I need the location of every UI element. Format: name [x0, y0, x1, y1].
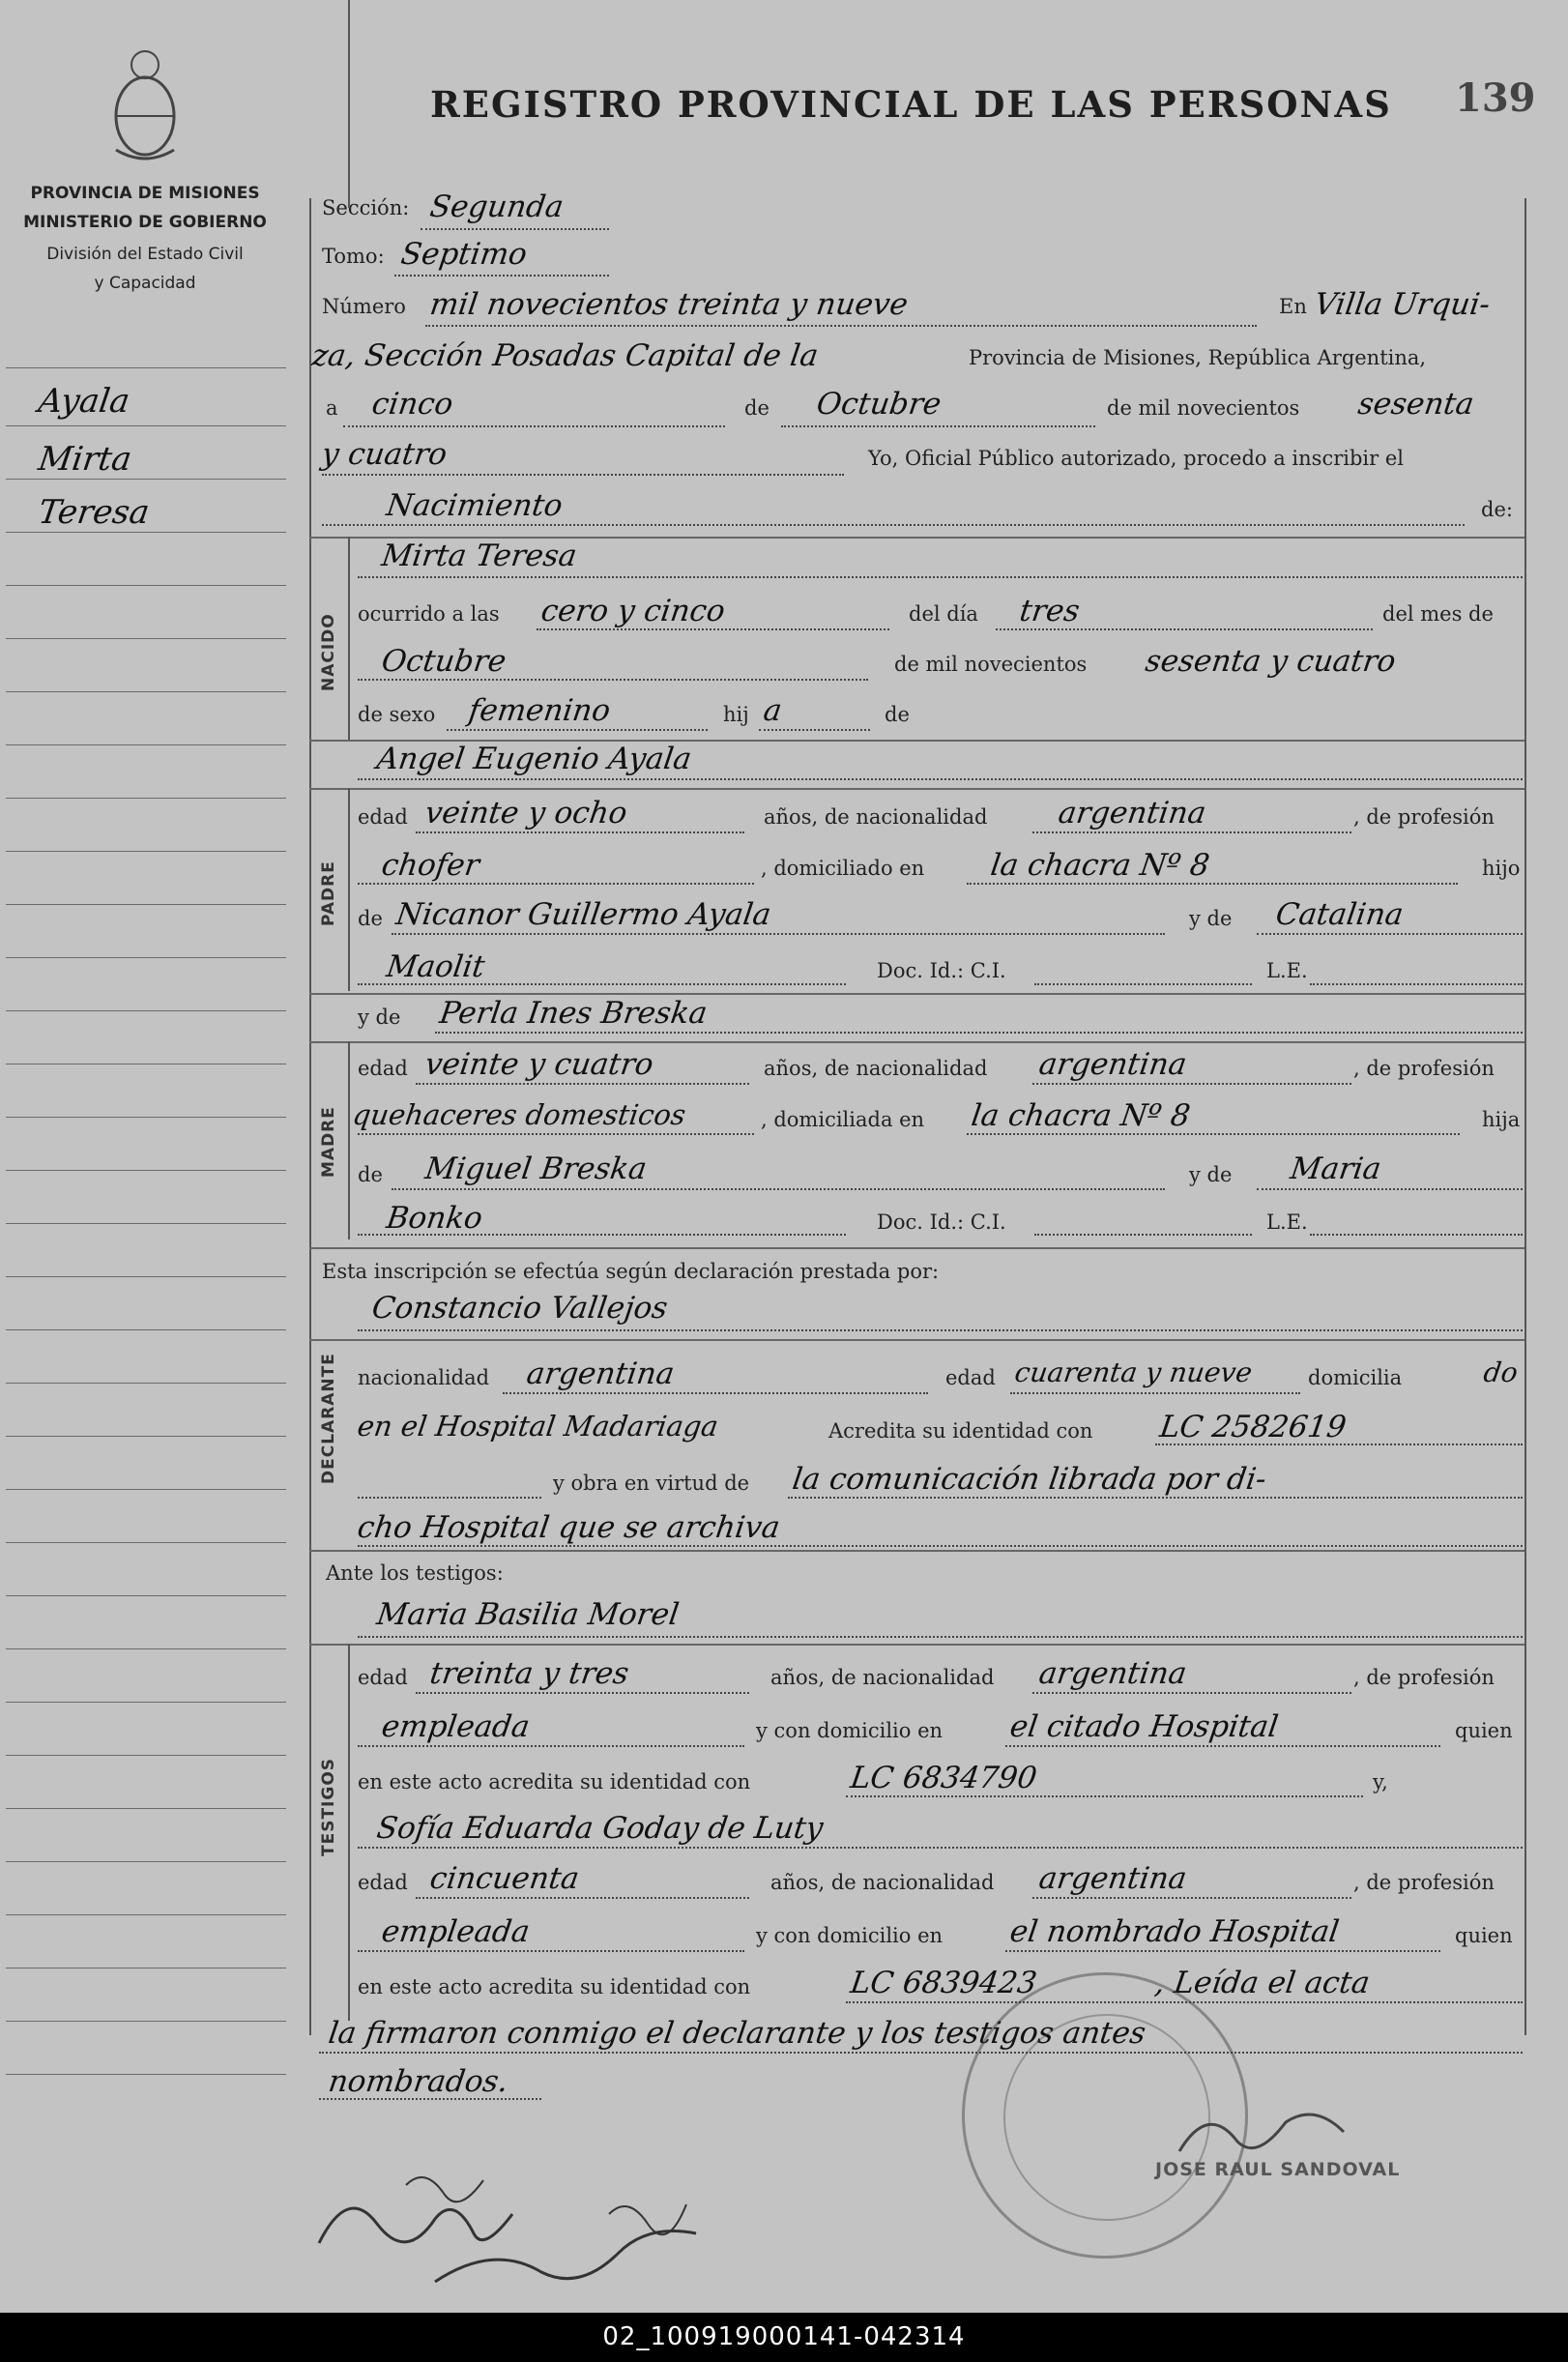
numero-value: mil novecientos treinta y nueve	[427, 287, 911, 322]
testigo1-quien-label: quien	[1455, 1719, 1513, 1742]
declarante-obra-line1: la comunicación librada por di-	[790, 1462, 1269, 1497]
testigo1-edad-label: edad	[358, 1666, 408, 1689]
margin-second-name: Teresa	[36, 493, 153, 532]
acto-de-label: de:	[1481, 498, 1513, 521]
declarante-domicilio-value: en el Hospital Madariaga	[355, 1410, 721, 1443]
coat-of-arms-icon	[97, 44, 193, 169]
numero-label: Número	[322, 295, 406, 318]
official-name: JOSE RAUL SANDOVAL	[1155, 2159, 1401, 2180]
padre-doc-label: Doc. Id.: C.I.	[877, 959, 1006, 982]
dia-value: cinco	[369, 387, 455, 422]
testigo2-profesion-label: , de profesión	[1353, 1871, 1495, 1894]
declarante-edad-label: edad	[945, 1366, 996, 1389]
madre-madre-value-2: Bonko	[384, 1201, 485, 1236]
section-madre-label: MADRE	[319, 1106, 338, 1178]
padre-profesion-value: chofer	[379, 848, 482, 883]
madre-hija-label: hija	[1482, 1108, 1521, 1131]
tomo-value: Septimo	[398, 237, 530, 272]
madre-padre-value: Miguel Breska	[422, 1152, 650, 1186]
padre-nacionalidad-label: años, de nacionalidad	[764, 805, 988, 829]
seccion-label: Sección:	[322, 196, 410, 219]
declarante-id-value: LC 2582619	[1157, 1410, 1349, 1444]
madre-y-de-label-2: y de	[1189, 1163, 1233, 1186]
anio-nac-value: sesenta y cuatro	[1143, 644, 1398, 679]
anio-line2: y cuatro	[319, 437, 450, 472]
hij-suffix-value: a	[761, 693, 785, 728]
padre-profesion-label: , de profesión	[1353, 805, 1495, 829]
testigo1-profesion-value: empleada	[379, 1709, 533, 1744]
org-capacity: y Capacidad	[94, 274, 196, 293]
mes-value: Octubre	[814, 387, 944, 422]
padre-nacionalidad-value: argentina	[1056, 796, 1208, 831]
org-division: División del Estado Civil	[46, 245, 244, 264]
testigo1-y-label: y,	[1373, 1770, 1388, 1793]
section-testigos-label: TESTIGOS	[319, 1757, 338, 1856]
testigo1-profesion-label: , de profesión	[1353, 1666, 1495, 1689]
padre-domicilio-value: la chacra Nº 8	[988, 848, 1212, 883]
testigo2-profesion-value: empleada	[379, 1914, 533, 1949]
testigo2-nacionalidad-label: años, de nacionalidad	[770, 1871, 995, 1894]
org-province: PROVINCIA DE MISIONES	[30, 184, 260, 203]
testigo1-nombre-value: Maria Basilia Morel	[374, 1597, 682, 1632]
declarante-edad-value: cuarenta y nueve	[1012, 1356, 1255, 1388]
testigo2-id-value: LC 6839423	[848, 1966, 1039, 2000]
sexo-label: de sexo	[358, 703, 436, 726]
del-mes-label: del mes de	[1382, 602, 1494, 626]
testigo1-id-value: LC 6834790	[848, 1761, 1039, 1795]
page-title: REGISTRO PROVINCIAL DE LAS PERSONAS	[430, 83, 1392, 126]
madre-madre-value: Maria	[1288, 1152, 1383, 1186]
testigo1-nacionalidad-value: argentina	[1036, 1656, 1189, 1691]
madre-profesion-label: , de profesión	[1353, 1057, 1495, 1080]
padre-le-label: L.E.	[1266, 959, 1308, 982]
official-signature	[1170, 2093, 1363, 2171]
madre-de-label: de	[358, 1163, 383, 1186]
padre-padre-value: Nicanor Guillermo Ayala	[393, 897, 773, 932]
ocurrido-label: ocurrido a las	[358, 602, 500, 626]
nac-de-mil-label: de mil novecientos	[894, 653, 1088, 676]
provincia-label: Provincia de Misiones, República Argentina,	[969, 346, 1427, 369]
del-dia-label: del día	[909, 602, 978, 626]
declaracion-label: Esta inscripción se efectúa según declaración prestada por:	[322, 1260, 940, 1283]
madre-nacionalidad-value: argentina	[1036, 1047, 1189, 1082]
testigo2-acredita-label: en este acto acredita su identidad con	[358, 1975, 751, 1998]
madre-y-de-label: y de	[358, 1006, 401, 1029]
testigo2-quien-label: quien	[1455, 1924, 1513, 1947]
cierre-line3: nombrados.	[326, 2064, 510, 2099]
testigo1-domicilio-value: el citado Hospital	[1007, 1709, 1281, 1744]
declarante-obra-label: y obra en virtud de	[553, 1472, 750, 1495]
document-code-footer: 02_100919000141-042314	[0, 2313, 1568, 2362]
mes-nac-value: Octubre	[379, 644, 508, 679]
padre-madre-value: Catalina	[1273, 897, 1406, 932]
oficial-label: Yo, Oficial Público autorizado, procedo a inscribir el	[868, 447, 1404, 470]
testigos-label: Ante los testigos:	[326, 1561, 504, 1585]
madre-edad-value: veinte y cuatro	[422, 1047, 656, 1082]
declarante-nacionalidad-value: argentina	[524, 1356, 677, 1391]
acto-value: Nacimiento	[384, 488, 566, 523]
seccion-value: Segunda	[427, 190, 566, 224]
margin-first-name: Mirta	[36, 440, 134, 479]
hij-de-label: de	[885, 703, 910, 726]
declarante-domicilio-suffix: do	[1481, 1356, 1521, 1388]
hij-label: hij	[723, 703, 749, 726]
testigo2-domicilio-value: el nombrado Hospital	[1007, 1914, 1342, 1949]
sexo-value: femenino	[466, 693, 613, 728]
testigo2-domicilio-label: y con domicilio en	[756, 1924, 944, 1947]
declarante-nacionalidad-label: nacionalidad	[358, 1366, 490, 1389]
madre-le-label: L.E.	[1266, 1210, 1308, 1234]
fecha-de-mil-label: de mil novecientos	[1107, 396, 1300, 420]
page-number: 139	[1455, 75, 1536, 121]
madre-domiciliada-label: , domiciliada en	[761, 1108, 925, 1131]
madre-doc-label: Doc. Id.: C.I.	[877, 1210, 1006, 1234]
fecha-a-label: a	[326, 396, 338, 420]
margin-surname: Ayala	[36, 382, 132, 421]
witness-signatures	[290, 2127, 725, 2301]
declarante-obra-line2: cho Hospital que se archiva	[355, 1510, 783, 1545]
section-declarante-label: DECLARANTE	[319, 1353, 338, 1484]
padre-edad-value: veinte y ocho	[422, 796, 629, 831]
lugar-line1: Villa Urqui-	[1312, 287, 1493, 322]
hora-value: cero y cinco	[538, 594, 728, 628]
testigo2-edad-label: edad	[358, 1871, 408, 1894]
madre-nacionalidad-label: años, de nacionalidad	[764, 1057, 988, 1080]
madre-domicilio-value: la chacra Nº 8	[969, 1098, 1193, 1133]
nombre-value: Mirta Teresa	[379, 539, 579, 573]
testigo1-acredita-label: en este acto acredita su identidad con	[358, 1770, 751, 1793]
madre-edad-label: edad	[358, 1057, 408, 1080]
testigo2-edad-value: cincuenta	[427, 1861, 582, 1896]
en-label: En	[1279, 295, 1307, 318]
madre-profesion-value: quehaceres domesticos	[350, 1098, 688, 1131]
section-padre-label: PADRE	[319, 860, 338, 926]
tomo-label: Tomo:	[322, 245, 385, 268]
fecha-de-label: de	[744, 396, 769, 420]
testigo2-nacionalidad-value: argentina	[1036, 1861, 1189, 1896]
padre-domiciliado-label: , domiciliado en	[761, 857, 925, 880]
padre-nombre-value: Angel Eugenio Ayala	[374, 742, 694, 776]
org-ministry: MINISTERIO DE GOBIERNO	[23, 213, 267, 232]
padre-de-label: de	[358, 907, 383, 930]
padre-edad-label: edad	[358, 805, 408, 829]
section-nacido-label: NACIDO	[319, 613, 338, 691]
lugar-line2: za, Sección Posadas Capital de la	[309, 338, 821, 373]
declarante-domicilia-label: domicilia	[1308, 1366, 1403, 1389]
testigo1-domicilio-label: y con domicilio en	[756, 1719, 944, 1742]
testigo1-nacionalidad-label: años, de nacionalidad	[770, 1666, 995, 1689]
anio-line1: sesenta	[1355, 387, 1476, 422]
madre-nombre-value: Perla Ines Breska	[437, 996, 710, 1031]
cierre-line1: , Leída el acta	[1152, 1966, 1373, 2000]
testigo2-nombre-value: Sofía Eduarda Goday de Luty	[374, 1811, 826, 1846]
padre-hijo-label: hijo	[1482, 857, 1521, 880]
padre-madre-value-2: Maolit	[384, 949, 487, 984]
testigo1-edad-value: treinta y tres	[427, 1656, 631, 1691]
declarante-nombre-value: Constancio Vallejos	[369, 1291, 670, 1326]
declarante-acredita-label: Acredita su identidad con	[828, 1419, 1093, 1443]
cierre-line2: la firmaron conmigo el declarante y los testigos antes	[326, 2016, 1148, 2051]
padre-y-de-label: y de	[1189, 907, 1233, 930]
dia-nac-value: tres	[1017, 594, 1083, 628]
